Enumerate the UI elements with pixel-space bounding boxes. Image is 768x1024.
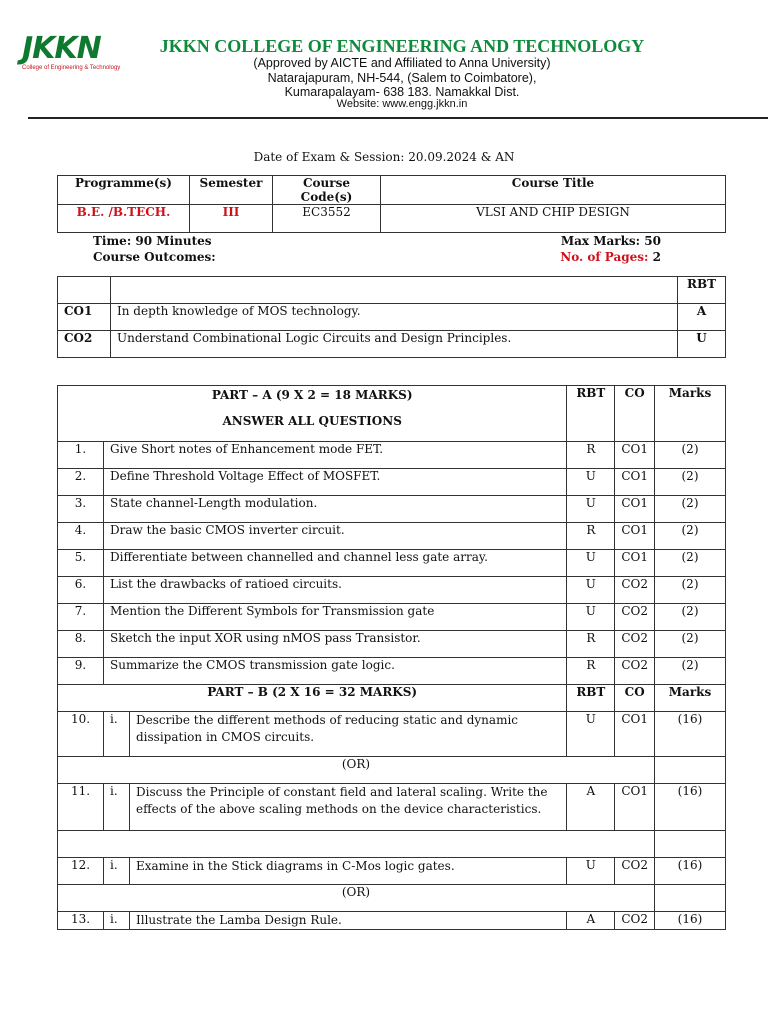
semester-header: Semester — [190, 176, 273, 205]
question-marks: (2) — [655, 523, 726, 550]
question-text: State channel-Length modulation. — [104, 496, 567, 523]
part-a-instruction: ANSWER ALL QUESTIONS — [222, 414, 402, 428]
question-number: 12. — [58, 858, 104, 885]
co-rbt: U — [678, 331, 726, 358]
course-code-header: Course Code(s) — [273, 176, 381, 205]
part-b-title: PART – B (2 X 16 = 32 MARKS) — [58, 685, 567, 712]
question-line: Describe the different methods of reducing static and dynamic — [136, 713, 519, 727]
question-line: effects of the above scaling methods on the device characteristics. — [136, 802, 542, 816]
question-marks: (16) — [655, 858, 726, 885]
exam-date-session: Date of Exam & Session: 20.09.2024 & AN — [253, 150, 515, 164]
question-row — [58, 442, 726, 469]
sub-question-label: i. — [104, 912, 130, 930]
question-row — [58, 858, 726, 885]
question-rbt: U — [567, 550, 615, 577]
question-rbt: R — [567, 442, 615, 469]
address-line-2: Kumarapalayam- 638 183. Namakkal Dist. — [284, 85, 520, 99]
question-marks: (2) — [655, 550, 726, 577]
college-name: JKKN COLLEGE OF ENGINEERING AND TECHNOLOGY — [159, 36, 645, 56]
part-b-questions — [58, 712, 726, 930]
blank-cell — [655, 831, 726, 858]
question-row — [58, 469, 726, 496]
question-rbt: U — [567, 469, 615, 496]
question-rbt: U — [567, 496, 615, 523]
co-description: In depth knowledge of MOS technology. — [111, 304, 678, 331]
question-text: Differentiate between channelled and channel less gate array. — [104, 550, 567, 577]
question-number: 8. — [58, 631, 104, 658]
question-row — [58, 912, 726, 930]
approval-line: (Approved by AICTE and Affiliated to Anna University) — [253, 56, 551, 70]
course-outcomes-table — [57, 276, 726, 358]
question-co: CO1 — [615, 442, 655, 469]
part-a-heading — [58, 386, 567, 442]
question-text: Mention the Different Symbols for Transmission gate — [104, 604, 567, 631]
question-rbt: U — [567, 604, 615, 631]
or-label: (OR) — [58, 757, 655, 784]
course-title-value: VLSI AND CHIP DESIGN — [381, 205, 726, 233]
question-text: List the drawbacks of ratioed circuits. — [104, 577, 567, 604]
question-rbt: R — [567, 658, 615, 685]
question-co: CO1 — [615, 523, 655, 550]
course-info-table — [57, 175, 726, 233]
question-text — [130, 912, 567, 930]
question-text: Give Short notes of Enhancement mode FET. — [104, 442, 567, 469]
question-row — [58, 577, 726, 604]
co-rbt: A — [678, 304, 726, 331]
question-marks: (16) — [655, 784, 726, 831]
blank-cell — [655, 885, 726, 912]
programme-value: B.E. /B.TECH. — [58, 205, 190, 233]
question-number: 5. — [58, 550, 104, 577]
marks-column-header: Marks — [655, 386, 726, 442]
question-rbt: U — [567, 577, 615, 604]
part-a-title: PART – A (9 X 2 = 18 MARKS) — [211, 388, 413, 402]
or-separator-row — [58, 885, 726, 912]
question-co: CO1 — [615, 496, 655, 523]
programme-header: Programme(s) — [58, 176, 190, 205]
course-code-value: EC3552 — [273, 205, 381, 233]
outcome-row — [58, 304, 726, 331]
question-rbt: R — [567, 523, 615, 550]
marks-column-header: Marks — [655, 685, 726, 712]
website-link[interactable]: Website: www.engg.jkkn.in — [336, 98, 468, 110]
question-number: 9. — [58, 658, 104, 685]
sub-question-label: i. — [104, 858, 130, 885]
question-co: CO2 — [615, 912, 655, 930]
question-number: 1. — [58, 442, 104, 469]
rbt-column-header: RBT — [567, 386, 615, 442]
question-marks: (2) — [655, 442, 726, 469]
pages-label: No. of Pages: — [560, 250, 649, 264]
question-row — [58, 712, 726, 757]
question-row — [58, 523, 726, 550]
questions-table — [57, 385, 726, 930]
question-co: CO2 — [615, 858, 655, 885]
question-co: CO2 — [615, 604, 655, 631]
question-row — [58, 631, 726, 658]
question-number: 7. — [58, 604, 104, 631]
question-text — [130, 712, 567, 757]
rbt-column-header: RBT — [567, 685, 615, 712]
header-divider — [28, 117, 768, 119]
question-line: Examine in the Stick diagrams in C-Mos logic gates. — [136, 859, 455, 873]
co-column-header: CO — [615, 685, 655, 712]
or-label: (OR) — [58, 885, 655, 912]
question-rbt: U — [567, 712, 615, 757]
or-separator-row — [58, 757, 726, 784]
question-co: CO1 — [615, 469, 655, 496]
question-rbt: A — [567, 912, 615, 930]
question-number: 3. — [58, 496, 104, 523]
question-text: Summarize the CMOS transmission gate logic. — [104, 658, 567, 685]
course-title-header: Course Title — [381, 176, 726, 205]
question-text: Define Threshold Voltage Effect of MOSFET. — [104, 469, 567, 496]
question-co: CO2 — [615, 577, 655, 604]
blank-cell — [655, 757, 726, 784]
pages-value: 2 — [652, 250, 661, 264]
question-row — [58, 604, 726, 631]
time-label: Time: 90 Minutes — [93, 234, 212, 248]
question-co: CO2 — [615, 658, 655, 685]
max-marks-label: Max Marks: 50 — [560, 234, 661, 248]
logo-text: JKKN — [22, 31, 101, 66]
question-line: Discuss the Principle of constant field and lateral scaling. Write the — [136, 785, 548, 799]
question-row — [58, 496, 726, 523]
question-rbt: R — [567, 631, 615, 658]
question-number: 4. — [58, 523, 104, 550]
question-line: dissipation in CMOS circuits. — [136, 730, 315, 744]
question-text: Sketch the input XOR using nMOS pass Transistor. — [104, 631, 567, 658]
blank-cell — [58, 831, 655, 858]
outcome-row — [58, 331, 726, 358]
question-number: 2. — [58, 469, 104, 496]
co-column-header: CO — [615, 386, 655, 442]
sub-question-label: i. — [104, 784, 130, 831]
question-marks: (16) — [655, 712, 726, 757]
course-outcomes-label: Course Outcomes: — [93, 250, 216, 264]
question-marks: (2) — [655, 469, 726, 496]
question-row — [58, 658, 726, 685]
co-id: CO2 — [58, 331, 111, 358]
question-marks: (2) — [655, 631, 726, 658]
question-number: 11. — [58, 784, 104, 831]
question-row — [58, 550, 726, 577]
co-id: CO1 — [58, 304, 111, 331]
sub-question-label: i. — [104, 712, 130, 757]
question-text — [130, 858, 567, 885]
question-rbt: A — [567, 784, 615, 831]
semester-value: III — [190, 205, 273, 233]
question-co: CO1 — [615, 550, 655, 577]
question-marks: (2) — [655, 577, 726, 604]
question-co: CO1 — [615, 784, 655, 831]
question-co: CO2 — [615, 631, 655, 658]
question-text — [130, 784, 567, 831]
question-line: Illustrate the Lamba Design Rule. — [136, 913, 342, 927]
part-a-questions — [58, 442, 726, 685]
question-marks: (2) — [655, 496, 726, 523]
co-description: Understand Combinational Logic Circuits and Design Principles. — [111, 331, 678, 358]
question-marks: (2) — [655, 604, 726, 631]
question-co: CO1 — [615, 712, 655, 757]
question-marks: (16) — [655, 912, 726, 930]
question-number: 13. — [58, 912, 104, 930]
question-number: 6. — [58, 577, 104, 604]
question-text: Draw the basic CMOS inverter circuit. — [104, 523, 567, 550]
pages-info — [560, 250, 661, 264]
logo-tagline: College of Engineering & Technology — [22, 65, 121, 71]
question-rbt: U — [567, 858, 615, 885]
question-number: 10. — [58, 712, 104, 757]
blank-row — [58, 831, 726, 858]
rbt-header: RBT — [678, 277, 726, 304]
question-marks: (2) — [655, 658, 726, 685]
question-row — [58, 784, 726, 831]
address-line-1: Natarajapuram, NH-544, (Salem to Coimbatore), — [267, 71, 537, 85]
